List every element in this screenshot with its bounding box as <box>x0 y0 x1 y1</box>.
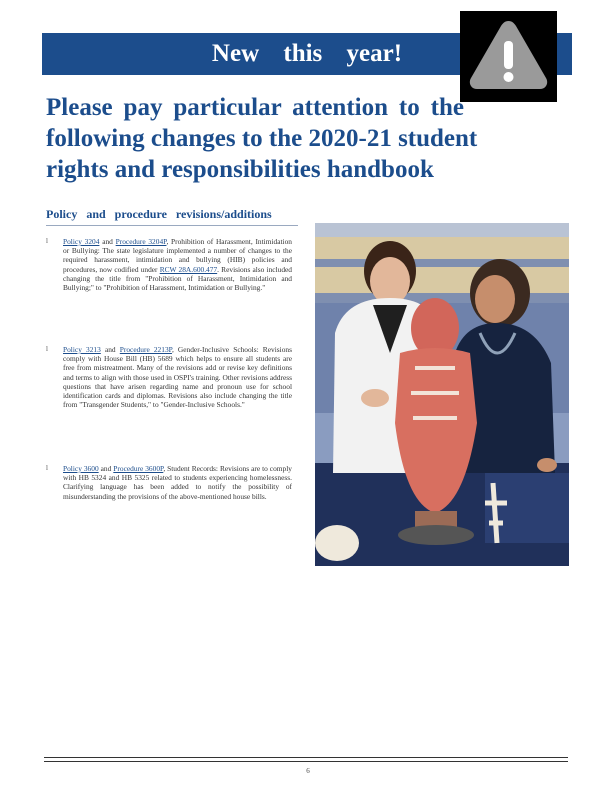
item-text: , Student Records: Revisions are to comply with HB 5324 and HB 5325 related to students experiencing homelessness. Clarifying language has been added to notify the possibility of misunderstanding the provisions of the above-mentioned house bills. <box>63 464 292 501</box>
policy-item <box>46 464 292 501</box>
and-text: and <box>102 237 113 246</box>
procedure-3204p-link[interactable]: Procedure 3204P <box>115 237 167 246</box>
and-text: and <box>104 345 116 354</box>
warning-badge <box>460 11 557 102</box>
bullet-icon: l <box>46 464 48 472</box>
footer-divider <box>44 757 568 758</box>
item-text: . Revisions also included changing the title from "Prohibition of Harassment, Intimidation and Bullying;" to "Prohibition of Harassment, Intimidation or Bullying." <box>63 264 292 293</box>
procedure-2213p-link[interactable]: Procedure 2213P <box>119 345 172 354</box>
procedure-3600p-link[interactable]: Procedure 3600P <box>113 464 164 473</box>
warning-exclamation-icon <box>460 11 557 102</box>
headline-line-1: Please pay particular attention to the <box>46 94 464 121</box>
item-text: , Prohibition of Harassment, Intimidation or Bullying: The state legislature implemented a number of changes to the required harassment, intimidation and bullying (HIB) policies and procedures, now codified under <box>63 237 292 274</box>
footer-divider <box>44 761 568 762</box>
policy-3213-link[interactable]: Policy 3213 <box>63 345 101 354</box>
rcw-link[interactable]: RCW 28A.600.477 <box>159 264 218 274</box>
and-text: and <box>100 464 112 473</box>
photo-illustration <box>315 223 569 566</box>
page-headline <box>46 92 478 185</box>
policy-3204-link[interactable]: Policy 3204 <box>63 237 100 246</box>
page-number: 6 <box>306 767 310 775</box>
section-title: Policy and procedure revisions/additions <box>46 207 272 221</box>
item-text: , Gender-Inclusive Schools: Revisions comply with House Bill (HB) 5689 which helps to ensure all students are free from mistreatment. Many of the revisions add or revise key definitions and terms to align with those used in OSPI's training. Other revisions address questions that have arisen regarding name and pronoun use for school identification cards and diplomas. Revisions also include changing the title from "Transgender Students," to "Gender-Inclusive Schools." <box>63 345 292 410</box>
headline-line-3: rights and responsibilities handbook <box>46 156 434 183</box>
headline-line-2: following changes to the 2020-21 student <box>46 125 478 152</box>
section-divider <box>46 225 298 226</box>
policy-3600-link[interactable]: Policy 3600 <box>63 464 99 473</box>
banner-title: New this year! <box>211 40 403 67</box>
students-photo <box>315 223 569 566</box>
policy-item <box>46 345 292 409</box>
policy-item <box>46 237 292 292</box>
bullet-icon: l <box>46 237 48 245</box>
bullet-icon: l <box>46 345 48 353</box>
